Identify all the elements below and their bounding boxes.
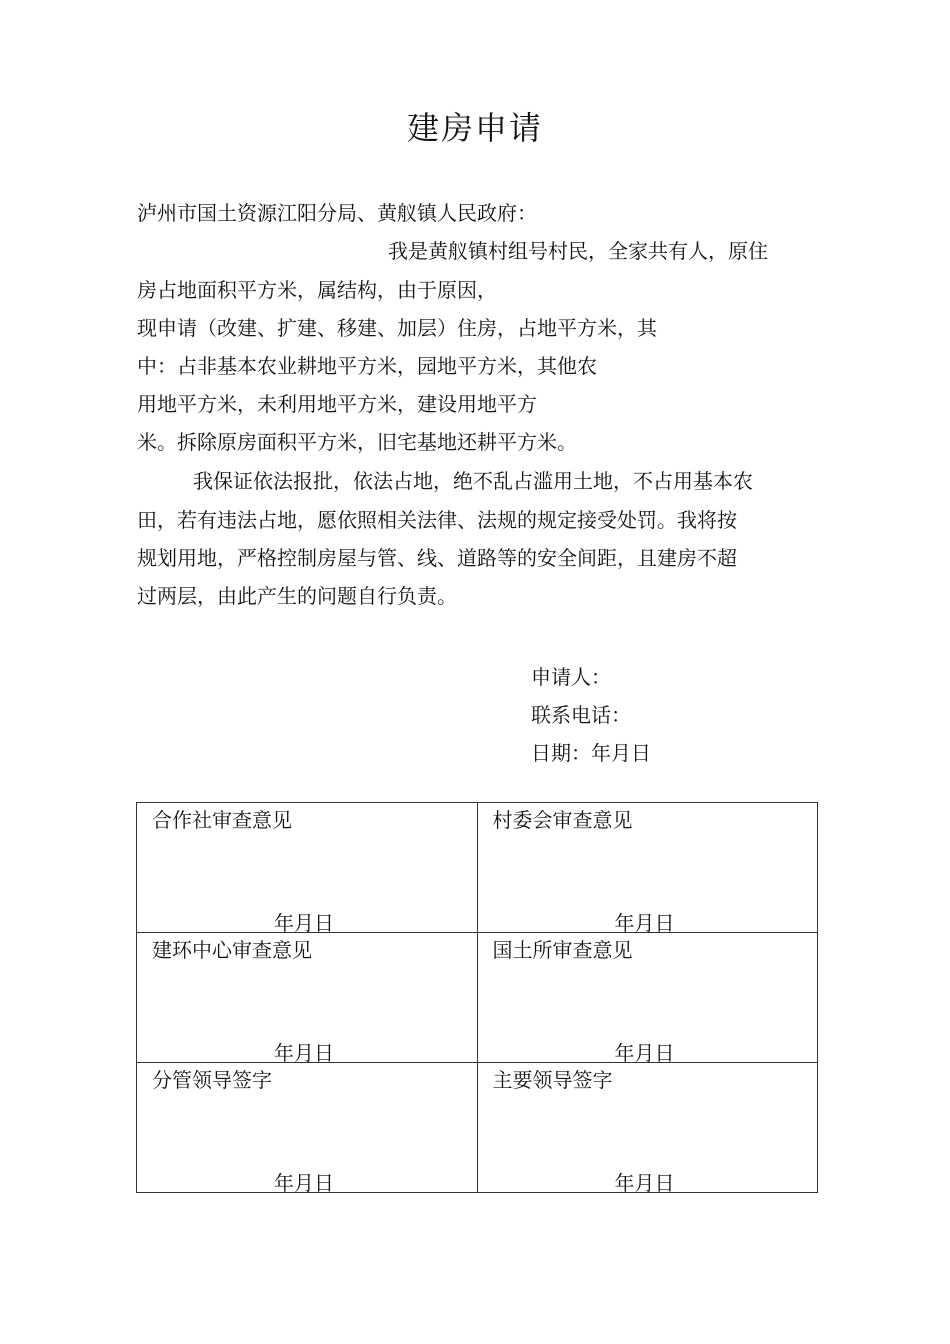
review-cell bbox=[477, 803, 818, 933]
body-line: 用地平方米，未利用地平方米，建设用地平方 bbox=[137, 392, 537, 416]
review-cell-date: 年月日 bbox=[274, 1171, 334, 1195]
review-cell-date: 年月日 bbox=[614, 1041, 675, 1065]
review-cell-label: 合作社审查意见 bbox=[152, 808, 292, 832]
body-line: 我是黄舣镇村组号村民，全家共有人，原住 bbox=[388, 239, 768, 263]
review-cell-label: 分管领导签字 bbox=[152, 1068, 272, 1092]
review-cell-date: 年月日 bbox=[274, 911, 334, 935]
review-cell bbox=[477, 933, 818, 1063]
body-line: 规划用地，严格控制房屋与管、线、道路等的安全间距，且建房不超 bbox=[137, 546, 737, 570]
body-line: 田，若有违法占地，愿依照相关法律、法规的规定接受处罚。我将按 bbox=[137, 508, 737, 532]
review-cell bbox=[137, 1063, 478, 1193]
review-cell-date: 年月日 bbox=[614, 911, 675, 935]
review-cell-label: 建环中心审查意见 bbox=[152, 938, 312, 962]
table-row bbox=[137, 1063, 818, 1193]
body-line: 我保证依法报批，依法占地，绝不乱占滥用土地，不占用基本农 bbox=[193, 469, 753, 493]
table-row bbox=[137, 933, 818, 1063]
body-line: 房占地面积平方米，属结构，由于原因， bbox=[137, 278, 497, 302]
applicant-label: 申请人： bbox=[531, 665, 611, 689]
review-cell bbox=[477, 1063, 818, 1193]
review-cell bbox=[137, 803, 478, 933]
review-cell-label: 国土所审查意见 bbox=[492, 938, 633, 962]
body-line: 过两层，由此产生的问题自行负责。 bbox=[137, 584, 457, 608]
body-line: 现申请（改建、扩建、移建、加层）住房，占地平方米，其 bbox=[137, 316, 657, 340]
review-cell bbox=[137, 933, 478, 1063]
review-cell-label: 村委会审查意见 bbox=[492, 808, 633, 832]
phone-label: 联系电话： bbox=[531, 703, 631, 727]
addressee: 泸州市国土资源江阳分局、黄舣镇人民政府： bbox=[137, 201, 537, 225]
document-title: 建房申请 bbox=[406, 109, 543, 147]
review-cell-date: 年月日 bbox=[274, 1041, 334, 1065]
review-cell-label: 主要领导签字 bbox=[492, 1068, 613, 1092]
review-cell-date: 年月日 bbox=[614, 1171, 675, 1195]
review-table bbox=[136, 802, 818, 1193]
body-line: 中：占非基本农业耕地平方米，园地平方米，其他农 bbox=[137, 354, 597, 378]
body-line: 米。拆除原房面积平方米，旧宅基地还耕平方米。 bbox=[137, 430, 577, 454]
table-row bbox=[137, 803, 818, 933]
date-label: 日期：年月日 bbox=[531, 741, 651, 765]
